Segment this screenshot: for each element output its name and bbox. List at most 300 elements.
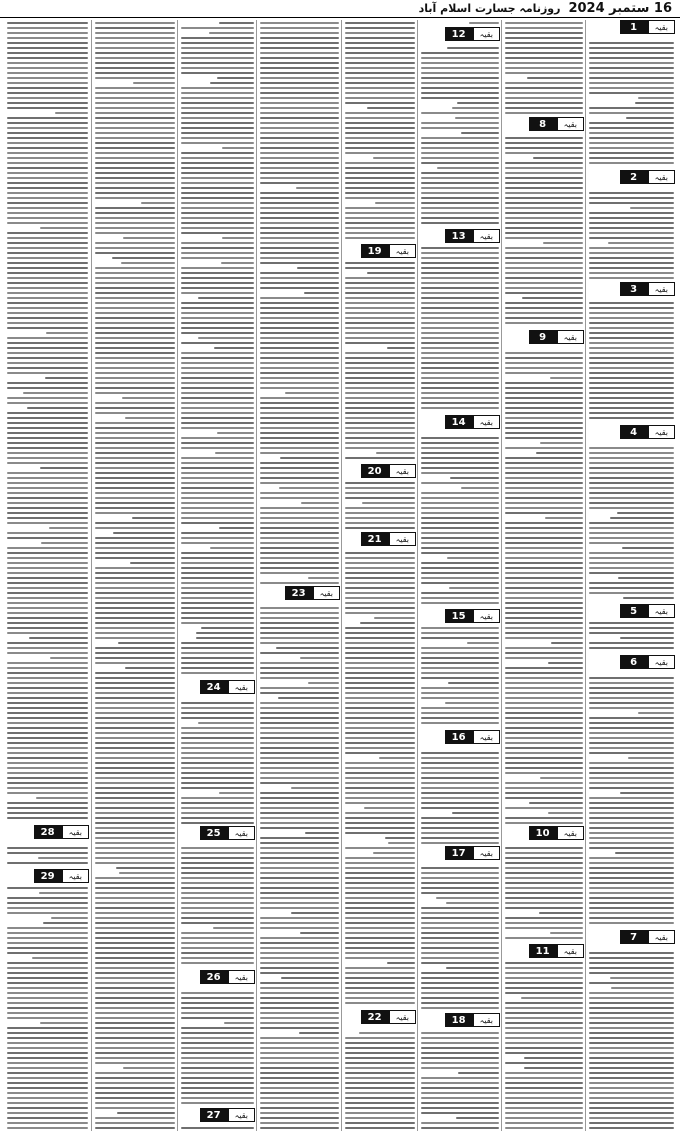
news-column: [341, 20, 418, 1131]
paper-name: روزنامہ جسارت اسلام آباد: [418, 2, 561, 15]
text-line: [505, 222, 583, 224]
text-line: [505, 462, 583, 464]
text-line: [181, 552, 254, 554]
text-line: [421, 292, 499, 294]
text-line: [7, 692, 88, 694]
text-line: [181, 767, 254, 769]
text-line: [345, 867, 415, 869]
text-line: [505, 672, 583, 674]
text-line: [181, 727, 254, 729]
text-line: [181, 787, 254, 789]
continuation-number: 27: [200, 1108, 228, 1122]
text-line: [95, 702, 175, 704]
text-line: [505, 487, 583, 489]
text-line: [589, 962, 674, 964]
text-line: [296, 187, 339, 189]
text-line: [589, 732, 674, 734]
text-line: [95, 617, 175, 619]
text-line: [7, 32, 88, 34]
text-line: [181, 1062, 254, 1064]
text-line: [589, 862, 674, 864]
text-line: [589, 157, 674, 159]
text-line: [260, 132, 339, 134]
text-line: [505, 897, 583, 899]
text-line: [505, 727, 583, 729]
text-line: [589, 1117, 674, 1119]
text-line: [421, 1042, 499, 1044]
text-line: [95, 1077, 175, 1079]
text-line: [260, 162, 339, 164]
text-line: [95, 892, 175, 894]
text-line: [345, 907, 415, 909]
text-line: [7, 207, 88, 209]
text-line: [260, 782, 339, 784]
text-line: [421, 1067, 499, 1069]
text-line: [222, 237, 254, 239]
text-line: [505, 752, 583, 754]
text-line: [7, 107, 88, 109]
text-line: [181, 777, 254, 779]
text-line: [7, 517, 88, 519]
text-line: [7, 757, 88, 759]
text-line: [181, 707, 254, 709]
text-line: [505, 492, 583, 494]
text-line: [260, 347, 339, 349]
text-line: [421, 97, 499, 99]
text-line: [345, 857, 415, 859]
text-line: [95, 442, 175, 444]
text-line: [181, 387, 254, 389]
text-line: [95, 242, 175, 244]
text-line: [505, 102, 583, 104]
text-line: [505, 302, 583, 304]
text-line: [7, 1082, 88, 1084]
text-line: [540, 777, 583, 779]
text-line: [260, 1037, 339, 1039]
text-line: [95, 507, 175, 509]
text-line: [260, 972, 339, 974]
text-line: [7, 727, 88, 729]
text-line: [260, 302, 339, 304]
text-line: [367, 272, 415, 274]
text-line: [505, 1117, 583, 1119]
text-line: [345, 442, 415, 444]
text-line: [181, 287, 254, 289]
text-line: [181, 132, 254, 134]
text-line: [38, 857, 88, 859]
text-line: [260, 867, 339, 869]
text-line: [181, 122, 254, 124]
text-line: [181, 72, 254, 74]
text-line: [7, 47, 88, 49]
text-line: [95, 407, 175, 409]
text-line: [589, 122, 674, 124]
text-line: [95, 117, 175, 119]
text-line: [610, 977, 674, 979]
text-line: [421, 757, 499, 759]
text-line: [589, 477, 674, 479]
text-line: [95, 447, 175, 449]
text-line: [260, 447, 339, 449]
text-line: [7, 747, 88, 749]
text-line: [505, 962, 583, 964]
continuation-number: 15: [445, 609, 473, 623]
text-line: [421, 882, 499, 884]
text-line: [181, 357, 254, 359]
text-line: [260, 982, 339, 984]
continuation-number: 10: [529, 826, 557, 840]
text-line: [505, 417, 583, 419]
text-line: [201, 627, 254, 629]
text-line: [7, 737, 88, 739]
text-line: [260, 607, 339, 609]
text-line: [95, 1062, 175, 1064]
continuation-label: بقیہ: [557, 944, 584, 958]
text-line: [95, 782, 175, 784]
text-line: [421, 497, 499, 499]
text-line: [260, 687, 339, 689]
text-line: [260, 537, 339, 539]
text-line: [589, 837, 674, 839]
text-line: [345, 727, 415, 729]
text-line: [345, 707, 415, 709]
text-line: [345, 327, 415, 329]
text-line: [589, 527, 674, 529]
text-line: [345, 432, 415, 434]
text-line: [421, 867, 499, 869]
text-line: [181, 1082, 254, 1084]
text-line: [589, 997, 674, 999]
text-line: [635, 102, 674, 104]
text-line: [7, 397, 88, 399]
text-line: [95, 682, 175, 684]
text-line: [545, 517, 583, 519]
text-line: [505, 212, 583, 214]
text-line: [7, 427, 88, 429]
text-line: [345, 997, 415, 999]
text-line: [95, 922, 175, 924]
text-line: [7, 157, 88, 159]
text-line: [7, 622, 88, 624]
text-line: [55, 112, 88, 114]
text-line: [589, 922, 674, 924]
text-line: [281, 977, 339, 979]
text-line: [345, 372, 415, 374]
text-line: [345, 82, 415, 84]
text-line: [548, 662, 583, 664]
text-line: [222, 147, 254, 149]
text-line: [260, 217, 339, 219]
text-line: [181, 737, 254, 739]
text-line: [7, 502, 88, 504]
text-line: [95, 732, 175, 734]
text-line: [7, 687, 88, 689]
text-line: [589, 697, 674, 699]
text-line: [7, 952, 88, 954]
text-line: [95, 112, 175, 114]
text-line: [345, 87, 415, 89]
text-line: [345, 937, 415, 939]
text-line: [421, 957, 499, 959]
text-line: [95, 387, 175, 389]
text-line: [589, 467, 674, 469]
text-line: [260, 122, 339, 124]
text-line: [95, 1052, 175, 1054]
text-line: [345, 172, 415, 174]
text-line: [345, 37, 415, 39]
text-line: [421, 217, 499, 219]
text-line: [7, 27, 88, 29]
text-line: [589, 722, 674, 724]
text-line: [181, 1097, 254, 1099]
text-line: [7, 137, 88, 139]
text-line: [181, 427, 254, 429]
text-line: [260, 1122, 339, 1124]
text-line: [421, 992, 499, 994]
text-line: [345, 402, 415, 404]
text-line: [421, 657, 499, 659]
text-line: [589, 92, 674, 94]
continuation-number: 11: [529, 944, 557, 958]
text-line: [7, 937, 88, 939]
text-line: [345, 1057, 415, 1059]
text-line: [458, 1072, 499, 1074]
text-line: [95, 1002, 175, 1004]
text-line: [198, 722, 254, 724]
text-line: [95, 767, 175, 769]
text-line: [95, 557, 175, 559]
text-line: [181, 52, 254, 54]
text-line: [23, 392, 88, 394]
text-line: [7, 197, 88, 199]
text-line: [181, 992, 254, 994]
text-line: [589, 302, 674, 304]
text-line: [95, 662, 175, 664]
text-line: [452, 107, 499, 109]
text-line: [260, 172, 339, 174]
text-line: [95, 802, 175, 804]
text-line: [505, 982, 583, 984]
text-line: [421, 492, 499, 494]
text-line: [589, 717, 674, 719]
text-line: [95, 292, 175, 294]
text-line: [7, 387, 88, 389]
text-line: [345, 587, 415, 589]
text-line: [505, 717, 583, 719]
text-line: [7, 67, 88, 69]
text-line: [95, 1072, 175, 1074]
text-line: [260, 1067, 339, 1069]
text-line: [260, 562, 339, 564]
text-line: [7, 987, 88, 989]
text-line: [7, 577, 88, 579]
text-line: [421, 687, 499, 689]
text-line: [461, 487, 499, 489]
text-line: [505, 602, 583, 604]
text-line: [95, 597, 175, 599]
text-line: [505, 977, 583, 979]
text-line: [7, 62, 88, 64]
text-line: [589, 107, 674, 109]
text-line: [589, 1027, 674, 1029]
text-line: [95, 577, 175, 579]
text-line: [95, 187, 175, 189]
text-line: [95, 437, 175, 439]
text-line: [345, 142, 415, 144]
text-line: [505, 522, 583, 524]
text-line: [260, 497, 339, 499]
text-line: [421, 947, 499, 949]
continuation-header: [445, 229, 500, 243]
text-line: [181, 292, 254, 294]
text-line: [112, 257, 175, 259]
text-line: [7, 592, 88, 594]
text-line: [421, 892, 499, 894]
text-line: [345, 492, 415, 494]
text-line: [95, 317, 175, 319]
text-line: [345, 752, 415, 754]
text-line: [505, 687, 583, 689]
text-line: [260, 127, 339, 129]
text-line: [421, 437, 499, 439]
text-line: [181, 607, 254, 609]
text-line: [589, 797, 674, 799]
text-line: [589, 407, 674, 409]
text-line: [421, 662, 499, 664]
text-line: [421, 872, 499, 874]
text-line: [505, 252, 583, 254]
text-line: [308, 682, 339, 684]
text-line: [421, 572, 499, 574]
text-line: [345, 552, 415, 554]
text-line: [589, 562, 674, 564]
text-line: [181, 537, 254, 539]
text-line: [345, 1117, 415, 1119]
text-line: [589, 87, 674, 89]
text-line: [505, 1107, 583, 1109]
text-line: [7, 77, 88, 79]
text-line: [95, 697, 175, 699]
text-line: [260, 1057, 339, 1059]
text-line: [345, 572, 415, 574]
text-line: [181, 277, 254, 279]
text-line: [181, 312, 254, 314]
text-line: [421, 502, 499, 504]
text-line: [181, 917, 254, 919]
text-line: [260, 862, 339, 864]
text-line: [589, 1057, 674, 1059]
text-line: [7, 292, 88, 294]
text-line: [505, 27, 583, 29]
text-line: [260, 1097, 339, 1099]
text-line: [260, 442, 339, 444]
text-line: [181, 862, 254, 864]
text-line: [550, 932, 583, 934]
text-line: [7, 787, 88, 789]
text-line: [589, 72, 674, 74]
text-line: [95, 982, 175, 984]
text-line: [345, 597, 415, 599]
text-line: [345, 352, 415, 354]
text-line: [181, 952, 254, 954]
text-line: [95, 322, 175, 324]
text-line: [589, 907, 674, 909]
text-line: [181, 47, 254, 49]
text-line: [421, 87, 499, 89]
text-line: [7, 662, 88, 664]
text-line: [505, 657, 583, 659]
text-line: [522, 297, 583, 299]
text-line: [589, 1077, 674, 1079]
text-line: [421, 112, 499, 114]
text-line: [421, 997, 499, 999]
text-line: [345, 952, 415, 954]
text-line: [260, 652, 339, 654]
text-line: [421, 182, 499, 184]
text-line: [421, 1112, 499, 1114]
text-line: [345, 342, 415, 344]
text-line: [95, 147, 175, 149]
text-line: [505, 1027, 583, 1029]
text-line: [260, 892, 339, 894]
text-line: [345, 932, 415, 934]
text-line: [589, 992, 674, 994]
text-line: [181, 92, 254, 94]
text-line: [260, 52, 339, 54]
text-line: [181, 412, 254, 414]
text-line: [260, 77, 339, 79]
text-line: [39, 892, 88, 894]
text-line: [345, 647, 415, 649]
text-line: [345, 1112, 415, 1114]
text-line: [95, 972, 175, 974]
text-line: [589, 1007, 674, 1009]
text-line: [260, 482, 339, 484]
text-line: [505, 1022, 583, 1024]
text-line: [345, 897, 415, 899]
text-line: [181, 372, 254, 374]
text-line: [260, 82, 339, 84]
text-line: [7, 537, 88, 539]
text-line: [7, 1032, 88, 1034]
text-line: [589, 772, 674, 774]
text-line: [376, 452, 415, 454]
text-line: [374, 617, 415, 619]
text-line: [505, 257, 583, 259]
text-line: [345, 667, 415, 669]
continuation-number: 21: [361, 532, 389, 546]
text-line: [505, 772, 583, 774]
text-line: [181, 27, 254, 29]
text-line: [505, 497, 583, 499]
text-line: [345, 642, 415, 644]
text-line: [260, 997, 339, 999]
text-line: [589, 827, 674, 829]
text-line: [421, 952, 499, 954]
text-line: [181, 447, 254, 449]
text-line: [7, 147, 88, 149]
text-line: [505, 192, 583, 194]
text-line: [345, 747, 415, 749]
news-column: [501, 20, 586, 1131]
text-line: [345, 562, 415, 564]
text-line: [260, 987, 339, 989]
continuation-number: 14: [445, 415, 473, 429]
text-line: [589, 457, 674, 459]
text-line: [421, 472, 499, 474]
text-line: [505, 737, 583, 739]
text-line: [260, 437, 339, 439]
